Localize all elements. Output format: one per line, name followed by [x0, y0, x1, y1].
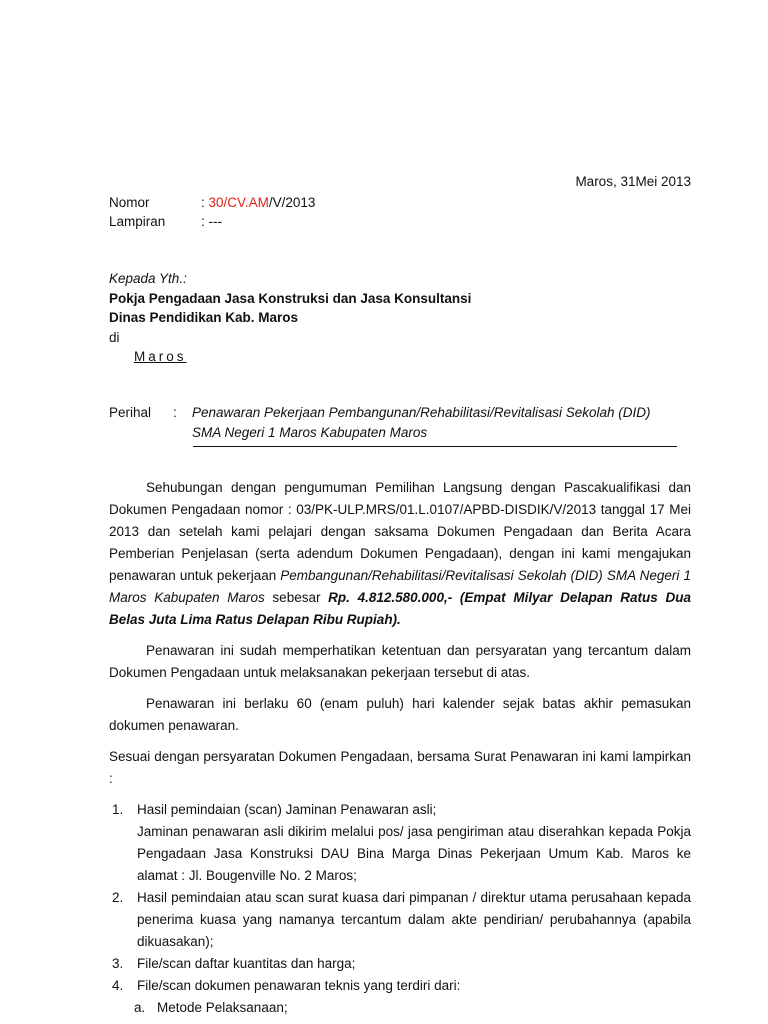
- paragraph-1-text: Sehubungan dengan pengumuman Pemilihan Langsung dengan Pascakualifikasi dan Dokumen Pengadaan nomor : 03/PK-ULP.MRS/01.L.0107/APBD-DISDIK/V/2013 tanggal 17 Mei 2013 dan setelah kami pelajari dengan saksama Dokumen Pengadaan dan Berita Acara Pemberian Penjelasan (serta adendum Dokumen Pengadaan), dengan ini kami mengajukan penawaran untuk pekerjaan: [109, 480, 691, 583]
- attachment-list: [109, 799, 691, 997]
- recipient-di: di: [109, 329, 120, 345]
- list-item-number: 2.: [112, 890, 124, 905]
- letter-date: Maros, 31Mei 2013: [575, 174, 691, 189]
- subject-line-1: Penawaran Pekerjaan Pembangunan/Rehabilitasi/Revitalisasi Sekolah (DID): [192, 405, 651, 420]
- list-item-text: File/scan dokumen penawaran teknis yang terdiri dari:: [137, 978, 461, 993]
- paragraph-1-connector: sebesar: [264, 590, 329, 605]
- paragraph-4: Sesuai dengan persyaratan Dokumen Pengadaan, bersama Surat Penawaran ini kami lampirkan :: [109, 749, 691, 786]
- letter-body: [109, 477, 691, 1019]
- lampiran-value: ---: [208, 214, 223, 229]
- subject-underline: [193, 446, 677, 447]
- paragraph-1-amount: Rp. 4.812.580.000,- (Empat Milyar Delapan Ratus Dua Belas Juta Lima Ratus Delapan Ribu Rupiah).: [109, 590, 692, 627]
- nomor-label: Nomor: [109, 195, 150, 210]
- recipient-city: Maros: [134, 349, 187, 364]
- list-item: [109, 799, 691, 887]
- list-subitem-letter: a.: [134, 1000, 146, 1015]
- list-item: [109, 887, 691, 953]
- list-item-title: Hasil pemindaian (scan) Jaminan Penawaran asli;: [137, 802, 437, 817]
- list-item: [109, 975, 691, 997]
- paragraph-1: [109, 477, 691, 631]
- list-item-detail: Jaminan penawaran asli dikirim melalui pos/ jasa pengiriman atau diserahkan kepada Pokja Pengadaan Jasa Konstruksi DAU Bina Marga Dinas Pekerjaan Umum Kab. Maros ke alamat : Jl. Bougenville No. 2 Maros;: [137, 824, 691, 883]
- list-item-number: 4.: [112, 978, 124, 993]
- paragraph-3: Penawaran ini berlaku 60 (enam puluh) hari kalender sejak batas akhir pemasukan dokumen penawaran.: [109, 696, 691, 733]
- paragraph-1-project: Pembangunan/Rehabilitasi/Revitalisasi Sekolah (DID) SMA Negeri 1 Maros Kabupaten Maros: [109, 568, 691, 605]
- recipient-line-2: Dinas Pendidikan Kab. Maros: [109, 310, 299, 325]
- list-subitem-text: Metode Pelaksanaan;: [157, 1000, 288, 1015]
- subject-line-2: SMA Negeri 1 Maros Kabupaten Maros: [192, 424, 428, 440]
- list-item-text: Hasil pemindaian atau scan surat kuasa dari pimpanan / direktur utama perusahaan kepada penerima kuasa yang namanya tercantum dalam akte pendirian/ perubahannya (apabila dikuasakan);: [137, 890, 691, 949]
- nomor-number: 30/CV.AM: [208, 195, 269, 210]
- nomor-suffix: /V/2013: [268, 195, 316, 210]
- list-item-text: File/scan daftar kuantitas dan harga;: [137, 956, 356, 971]
- lampiran-label: Lampiran: [109, 214, 166, 229]
- letter-meta: [109, 193, 315, 231]
- recipient-line-1: Pokja Pengadaan Jasa Konstruksi dan Jasa Konsultansi: [109, 290, 472, 306]
- nomor-colon: :: [201, 195, 205, 210]
- list-subitem: [134, 997, 691, 1019]
- paragraph-2: Penawaran ini sudah memperhatikan ketentuan dan persyaratan yang tercantum dalam Dokumen Pengadaan untuk melaksanakan pekerjaan tersebut di atas.: [109, 643, 691, 680]
- lampiran-colon: :: [201, 214, 205, 229]
- salutation: Kepada Yth.:: [109, 271, 187, 286]
- list-item-number: 3.: [112, 956, 124, 971]
- lampiran-row: [109, 212, 315, 231]
- list-item: [109, 953, 691, 975]
- subject-colon: :: [173, 405, 177, 420]
- subject-block: [109, 403, 677, 442]
- subject-label: Perihal: [109, 405, 152, 420]
- nomor-row: [109, 193, 315, 212]
- list-item-number: 1.: [112, 802, 124, 817]
- recipient-address: [109, 269, 471, 367]
